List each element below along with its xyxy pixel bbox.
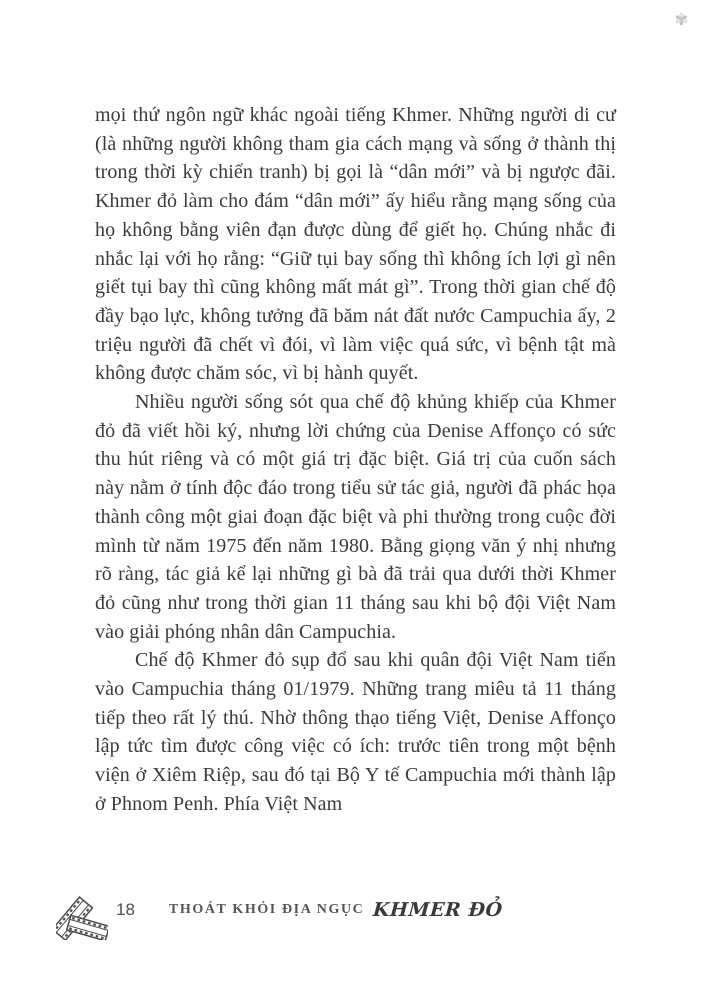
running-title-emphasis: KHMER ĐỎ xyxy=(372,899,504,921)
paragraph: mọi thứ ngôn ngữ khác ngoài tiếng Khmer. Những người di cư (là những người không tham gia cách mạng và sống ở thành thị trong thời kỳ chiến tranh) bị gọi là “dân mới” và bị ngược đãi. Khmer đỏ làm cho đám “dân mới” ấy hiểu rằng mạng sống của họ không bằng viên đạn được dùng để giết họ. Chúng nhắc đi nhắc lại với họ rằng: “Giữ tụi bay sống thì không ích lợi gì nên giết tụi bay thì cũng không mất mát gì”. Trong thời gian chế độ đầy bạo lực, không tưởng đã băm nát đất nước Campuchia ấy, 2 triệu người đã chết vì đói, vì làm việc quá sức, vì bệnh tật mà không được chăm sóc, vì bị hành quyết. xyxy=(95,104,616,385)
film-strip-icon xyxy=(56,886,108,940)
paragraph: Nhiều người sống sót qua chế độ khủng khiếp của Khmer đỏ đã viết hồi ký, nhưng lời chứng của Denise Affonço có sức thu hút riêng và có một giá trị đặc biệt. Giá trị của cuốn sách này nằm ở tính độc đáo trong tiểu sử tác giả, người đã phác họa thành công một giai đoạn đặc biệt và phi thường trong cuộc đời mình từ năm 1975 đến năm 1980. Bằng giọng văn ý nhị nhưng rõ ràng, tác giả kể lại những gì bà đã trải qua dưới thời Khmer đỏ cũng như trong thời gian 11 tháng sau khi bộ đội Việt Nam vào giải phóng nhân dân Campuchia. xyxy=(95,391,616,643)
page-footer xyxy=(56,882,503,938)
page-number: 18 xyxy=(116,900,135,919)
paragraph: Chế độ Khmer đỏ sụp đổ sau khi quân đội Việt Nam tiến vào Campuchia tháng 01/1979. Những trang miêu tả 11 tháng tiếp theo rất lý thú. Nhờ thông thạo tiếng Việt, Denise Affonço lập tức tìm được công việc có ích: trước tiên trong một bệnh viện ở Xiêm Riệp, sau đó tại Bộ Y tế Campuchia mới thành lập ở Phnom Penh. Phía Việt Nam xyxy=(95,649,616,815)
page-content xyxy=(95,101,616,819)
flower-ornament-icon: ✾ xyxy=(674,12,688,29)
running-title: THOÁT KHỎI ĐỊA NGỤC xyxy=(168,902,365,917)
